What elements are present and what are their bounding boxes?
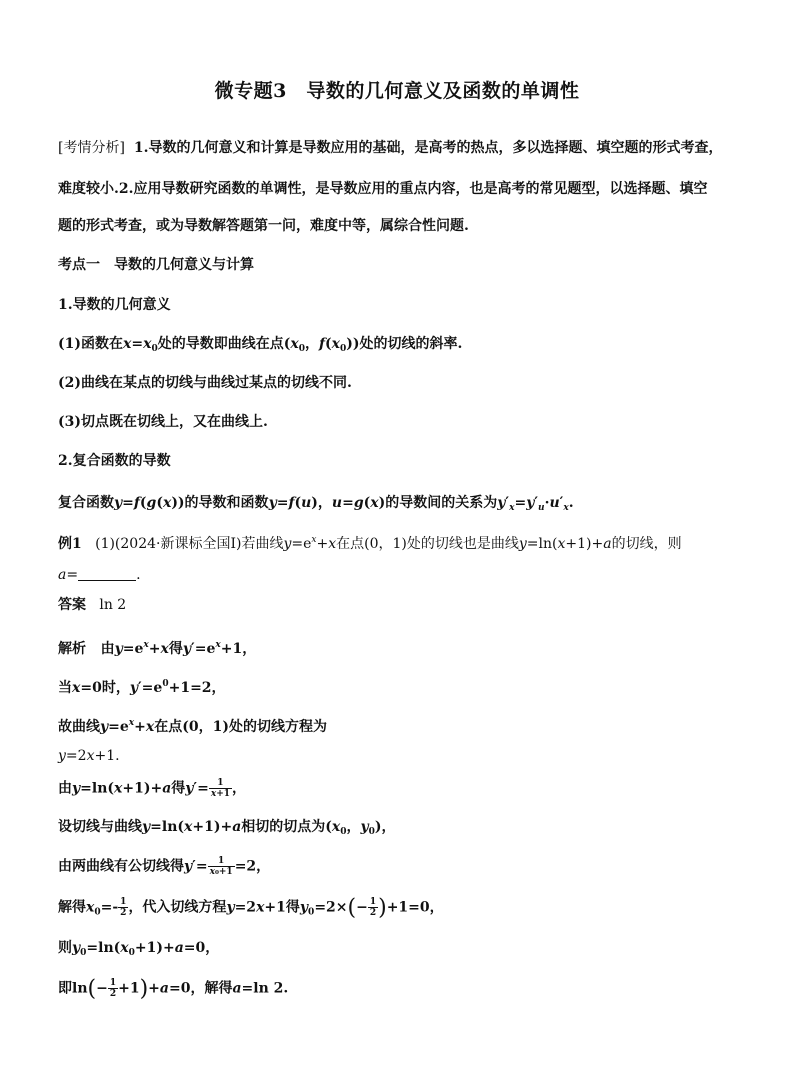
item-1: (1)函数在$x=x_0$处的导数即曲线在点($x_0$，$f(x_0)$)处的切线的斜率. [58, 336, 463, 354]
example-question-line-1: 例1 (1)(2024·新课标全国Ⅰ)若曲线$y=e^x+x$在点(0，1)处的切线也是曲线y=ln(x+1)+a的切线，则 [58, 535, 682, 552]
solution-step-7: 由两曲线有公切线得y′= $\frac{1}{\text{x₀+1}}$ =2， [58, 856, 271, 877]
analysis-line-1: [考情分析] 1.导数的几何意义和计算是导数应用的基础，是高考的热点，多以选择题、填空题的形式考查， [58, 140, 723, 156]
solution-step-6: 设切线与曲线y=ln(x+1)+a相切的切点为($x_0$，$y_0$)， [58, 819, 396, 837]
analysis-label: 解析 [58, 641, 86, 657]
page-title: 微专题3 导数的几何意义及函数的单调性 [214, 80, 580, 102]
solution-step-5: 由y=ln(x+1)+a得y′= $\frac{1}{x+1}$ ， [58, 778, 247, 799]
example-question-line-2: a= . [58, 567, 141, 583]
solution-step-1: 解析 由$y=e^x+x$得$y'=e^x+1$， [58, 640, 257, 657]
section-heading: 考点一 导数的几何意义与计算 [58, 257, 254, 273]
answer-line [58, 596, 754, 614]
analysis-line-3: 题的形式考查，或为导数解答题第一问，难度中等，属综合性问题. [58, 218, 469, 234]
solution-step-4: y=2x+1. [58, 748, 120, 764]
solution-step-10: 即ln(− $\frac{1}{2}$ +1)+a=0，解得a=ln 2. [58, 976, 289, 1002]
composite-rule: 复合函数y=f(g(x))的导数和函数y=f(u)，u=g(x)的导数间的关系为$y'_x=y'_u\cdot u'_x$. [58, 495, 574, 513]
answer-value: ln 2 [99, 597, 127, 613]
solution-step-3: 故曲线$y=e^x+x$在点(0，1)处的切线方程为 [58, 718, 327, 735]
subheading-2: 2.复合函数的导数 [58, 453, 171, 469]
answer-label: 答案 [58, 597, 86, 613]
item-2: (2)曲线在某点的切线与曲线过某点的切线不同. [58, 375, 352, 391]
analysis-line-2: 难度较小.2.应用导数研究函数的单调性，是导数应用的重点内容，也是高考的常见题型，以选择题、填空 [58, 181, 708, 197]
solution-step-9: 则$y_0=\ln(x_0+1)+a=0$， [58, 940, 220, 958]
solution-step-8: 解得$x_0=-$ $\frac{1}{2}$ ，代入切线方程y=2x+1得$y_0=2\times(-$ $\frac{1}{2}$ )+1=0， [58, 895, 444, 921]
example-label: 例1 [58, 536, 82, 552]
item-3: (3)切点既在切线上，又在曲线上. [58, 414, 268, 430]
analysis-tag: [考情分析] [58, 140, 125, 156]
answer-blank [78, 568, 136, 581]
solution-step-2: 当x=0时，$y'=e^0+1=2$， [58, 679, 226, 696]
subheading-1: 1.导数的几何意义 [58, 297, 171, 313]
